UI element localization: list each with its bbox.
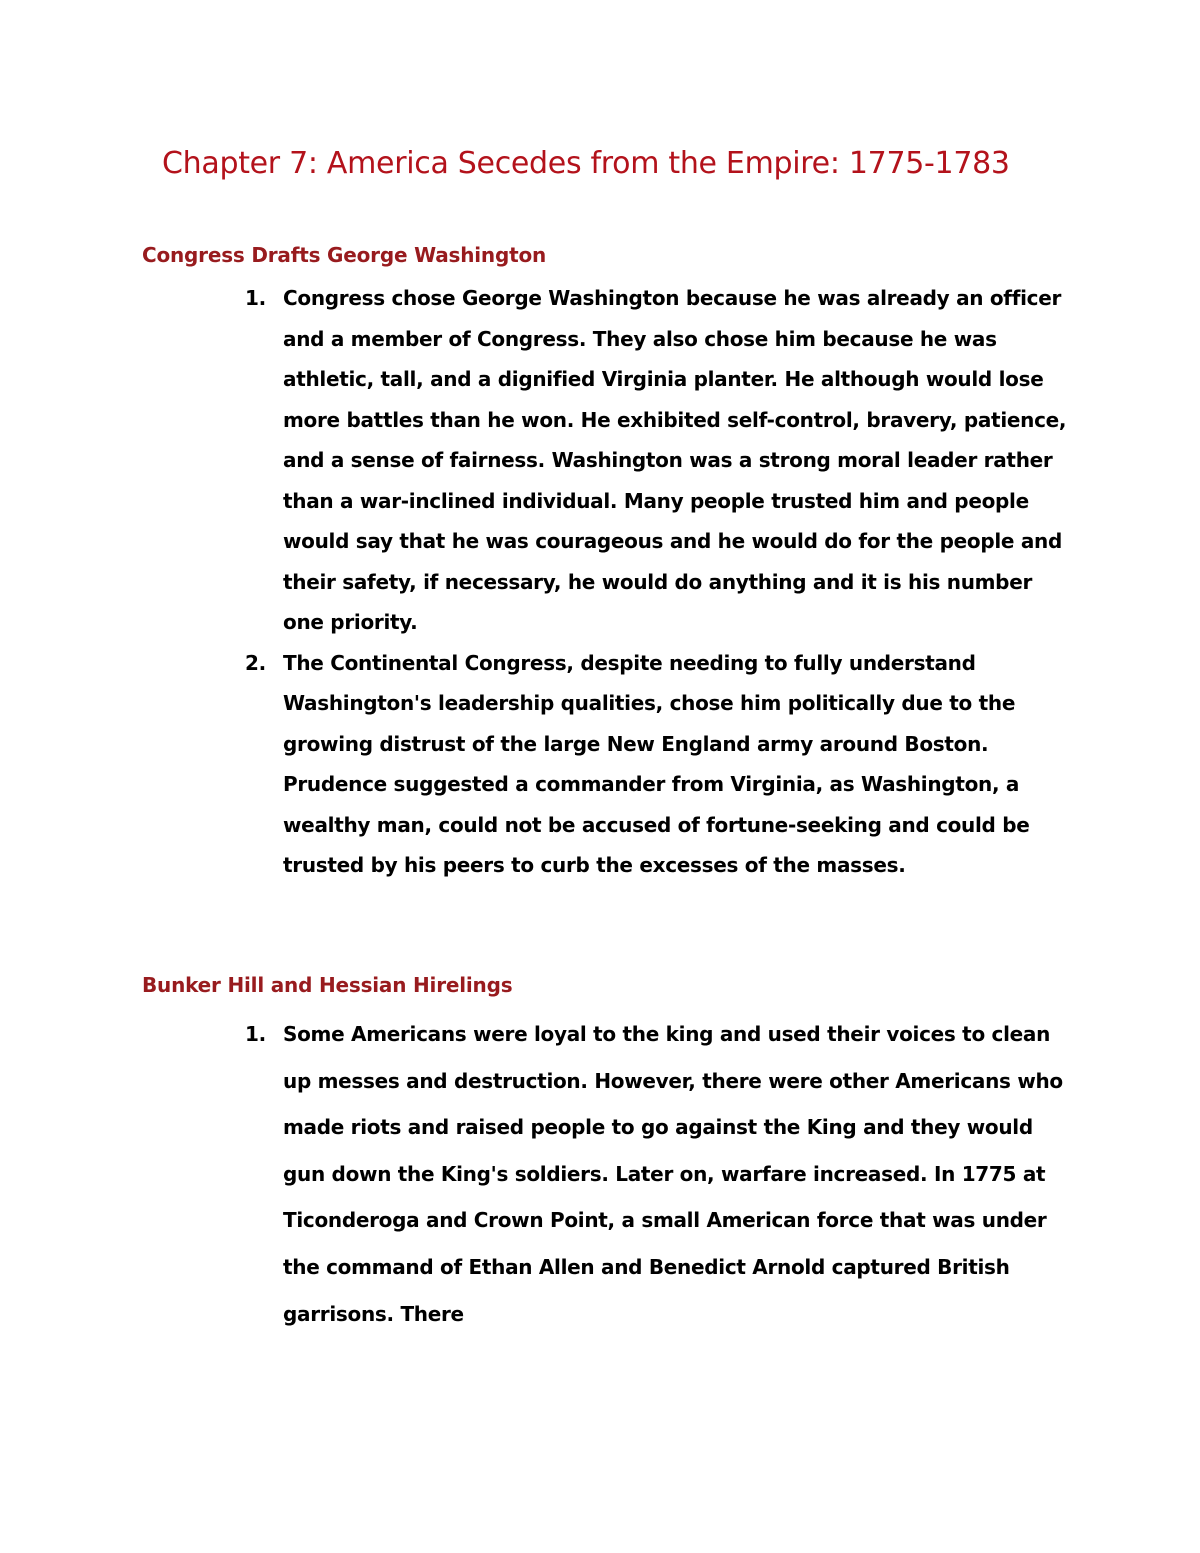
list-item-number: 2. [245, 650, 266, 675]
list-item-number: 1. [245, 1022, 266, 1046]
section-heading-bunker-hill: Bunker Hill and Hessian Hirelings [142, 973, 513, 997]
list-item-number: 1. [245, 286, 266, 310]
list-item-text: The Continental Congress, despite needing to fully understand Washington's leadership qualities, chose him politically due to the growing distrust of the large New England army around Boston. Prudence suggested a commander from Virginia, as Washington, a wealthy man, could not be accused of fortune-seeking and could be trusted by his peers to curb the excesses of the masses. [283, 650, 1030, 877]
list-item-text: Some Americans were loyal to the king and used their voices to clean up messes and destruction. However, there were other Americans who made riots and raised people to go against the King and they would gun down the King's soldiers. Later on, warfare increased. In 1775 at Ticonderoga and Crown Point, a small American force that was under the command of Ethan Allen and Benedict Arnold captured British garrisons. There [283, 1022, 1063, 1326]
numbered-list-bunker-hill [242, 1011, 1072, 1337]
list-item [242, 1011, 1072, 1337]
section-heading-congress-drafts: Congress Drafts George Washington [142, 243, 547, 267]
numbered-list-congress-drafts [242, 278, 1072, 886]
page-title: Chapter 7: America Secedes from the Empire: 1775-1783 [162, 146, 1010, 181]
list-item [242, 278, 1072, 643]
list-item [242, 643, 1072, 886]
list-item-text: Congress chose George Washington because he was already an officer and a member of Congress. They also chose him because he was athletic, tall, and a dignified Virginia planter. He although would lose more battles than he won. He exhibited self-control, bravery, patience, and a sense of fairness. Washington was a strong moral leader rather than a war-inclined individual. Many people trusted him and people would say that he was courageous and he would do for the people and their safety, if necessary, he would do anything and it is his number one priority. [283, 286, 1067, 634]
